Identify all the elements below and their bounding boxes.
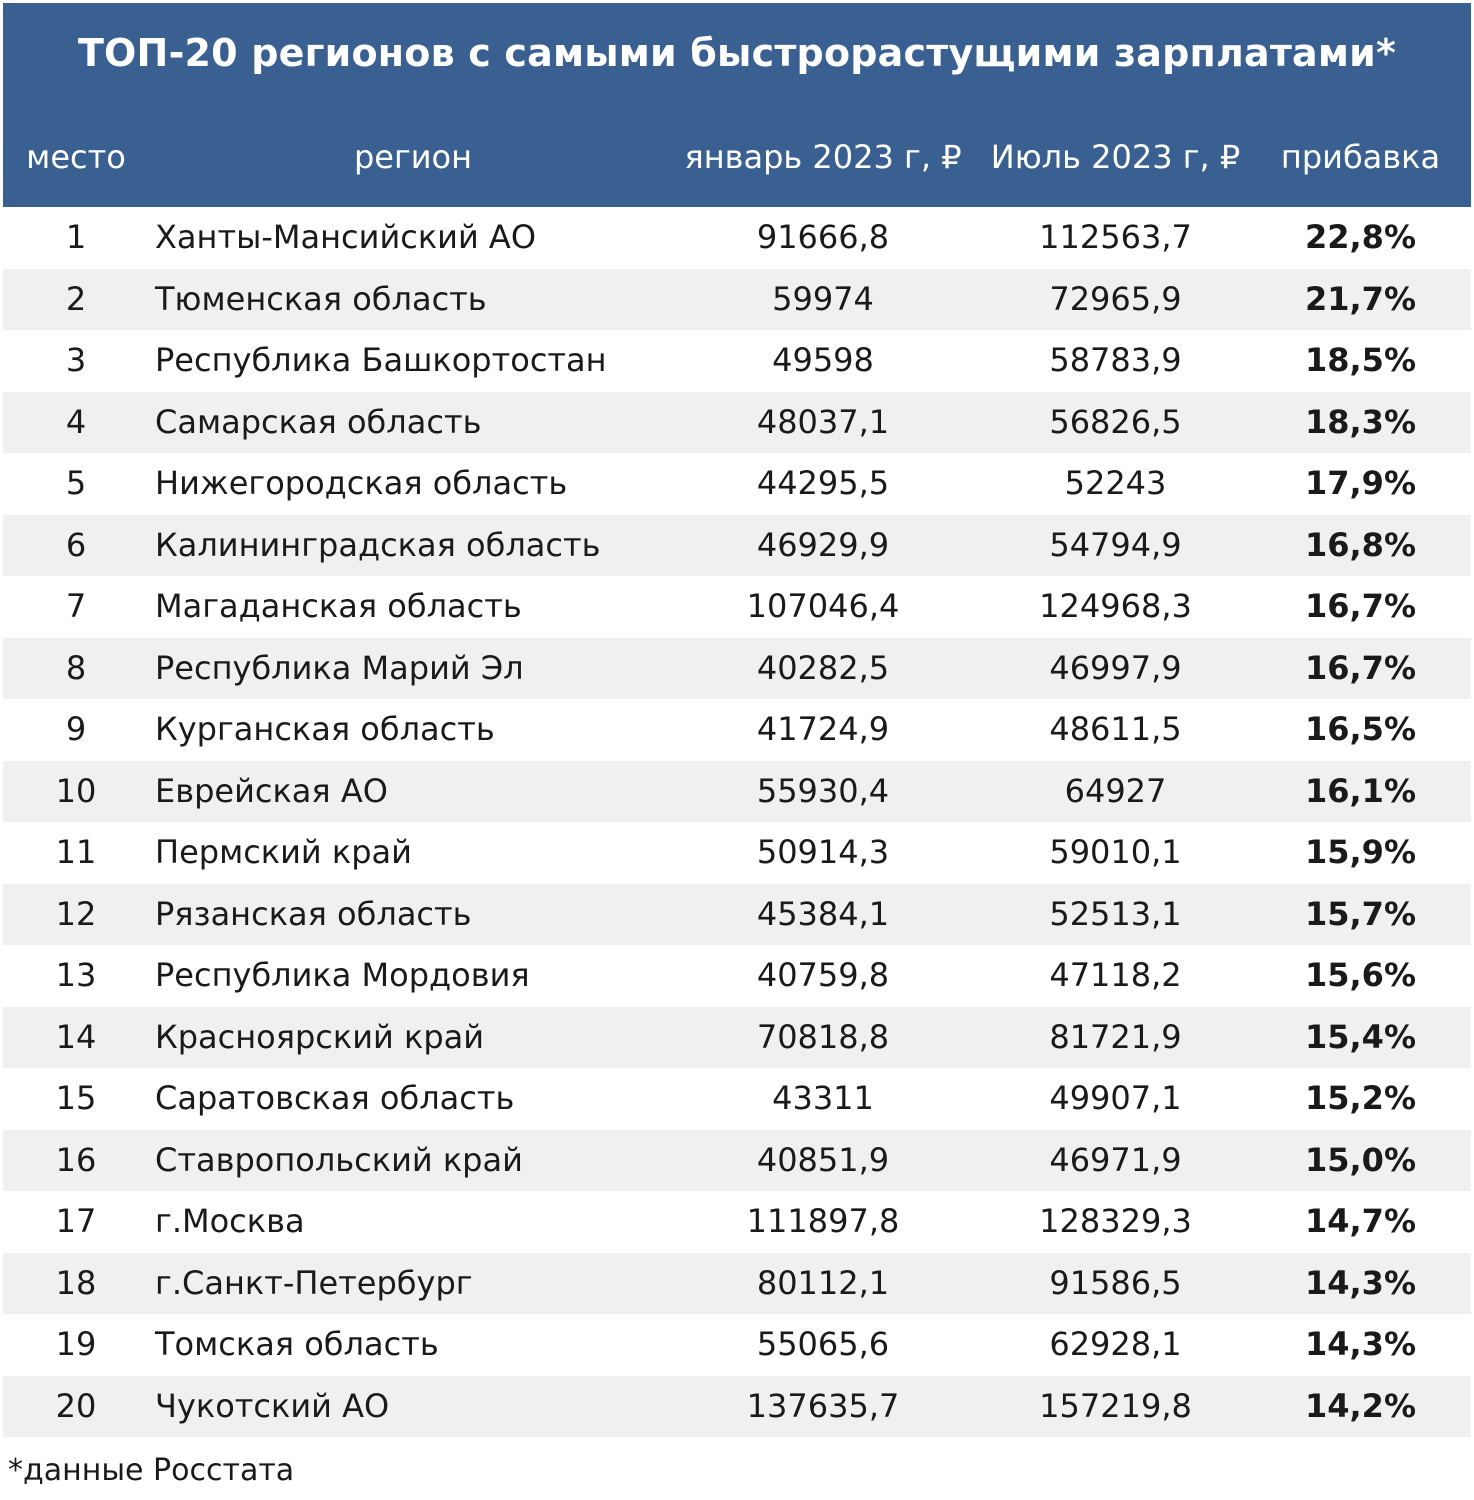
cell-region: Республика Марий Эл [155, 648, 524, 687]
cell-increase: 15,6% [1304, 956, 1416, 994]
cell-rank: 9 [65, 710, 87, 748]
cell-region: Магаданская область [155, 587, 522, 625]
cell-july: 62928,1 [1049, 1325, 1182, 1363]
cell-increase: 18,3% [1304, 402, 1416, 441]
cell-january: 55930,4 [756, 771, 890, 810]
cell-increase: 16,5% [1304, 710, 1416, 748]
footnote: *данные Росстата [8, 1453, 295, 1488]
column-header-increase: прибавка [1280, 138, 1441, 176]
cell-region: Калининградская область [155, 525, 601, 564]
cell-rank: 8 [65, 648, 87, 687]
cell-january: 40759,8 [756, 956, 890, 994]
salary-table [3, 3, 1471, 1437]
table-row [3, 1068, 1471, 1130]
cell-rank: 6 [65, 525, 87, 564]
cell-increase: 15,9% [1304, 833, 1416, 871]
table-title: ТОП-20 регионов с самыми быстрорастущими зарплатами* [77, 31, 1397, 75]
cell-january: 44295,5 [756, 464, 890, 502]
cell-july: 59010,1 [1049, 833, 1182, 871]
cell-july: 64927 [1064, 771, 1167, 810]
cell-january: 137635,7 [746, 1386, 900, 1425]
cell-region: Самарская область [155, 402, 482, 441]
cell-increase: 21,7% [1304, 279, 1416, 318]
cell-region: Рязанская область [155, 894, 472, 933]
cell-july: 52243 [1064, 464, 1167, 502]
cell-rank: 4 [65, 402, 87, 441]
cell-january: 107046,4 [746, 587, 900, 625]
cell-rank: 3 [65, 341, 87, 379]
cell-rank: 1 [65, 218, 87, 256]
cell-rank: 12 [55, 894, 97, 933]
column-header-region: регион [353, 138, 473, 176]
table-row [3, 761, 1471, 823]
table-row [3, 207, 1471, 269]
cell-rank: 13 [55, 956, 97, 994]
cell-rank: 17 [55, 1202, 97, 1240]
cell-july: 157219,8 [1039, 1386, 1192, 1425]
cell-january: 70818,8 [756, 1017, 890, 1056]
cell-region: Ханты-Мансийский АО [155, 218, 536, 256]
cell-july: 124968,3 [1039, 587, 1192, 625]
table-row [3, 1191, 1471, 1253]
cell-increase: 22,8% [1304, 218, 1416, 256]
cell-increase: 16,7% [1304, 587, 1416, 625]
cell-january: 55065,6 [756, 1325, 890, 1363]
cell-rank: 20 [55, 1386, 97, 1425]
column-header-july: Июль 2023 г, ₽ [990, 138, 1241, 176]
cell-rank: 18 [55, 1263, 97, 1302]
cell-january: 91666,8 [756, 218, 890, 256]
cell-rank: 7 [65, 587, 87, 625]
cell-rank: 11 [55, 833, 97, 871]
cell-rank: 10 [55, 771, 97, 810]
table-body [3, 207, 1471, 1437]
cell-region: г.Санкт-Петербург [155, 1263, 473, 1302]
column-header-january: январь 2023 г, ₽ [684, 138, 962, 176]
cell-july: 49907,1 [1049, 1079, 1182, 1117]
cell-july: 47118,2 [1049, 956, 1182, 994]
table-row [3, 638, 1471, 700]
cell-increase: 15,0% [1304, 1140, 1416, 1179]
table-row [3, 515, 1471, 577]
cell-increase: 15,2% [1304, 1079, 1416, 1117]
cell-increase: 16,7% [1304, 648, 1416, 687]
cell-rank: 16 [55, 1140, 97, 1179]
cell-july: 56826,5 [1049, 402, 1182, 441]
cell-region: г.Москва [155, 1202, 305, 1240]
cell-region: Пермский край [155, 833, 412, 871]
cell-july: 48611,5 [1049, 710, 1182, 748]
table-row [3, 1314, 1471, 1376]
column-headers [3, 131, 1471, 183]
cell-region: Тюменская область [155, 279, 487, 318]
cell-increase: 15,4% [1304, 1017, 1416, 1056]
cell-july: 72965,9 [1049, 279, 1182, 318]
cell-january: 45384,1 [756, 894, 890, 933]
table-row [3, 392, 1471, 454]
cell-january: 48037,1 [756, 402, 890, 441]
column-header-rank: место [26, 138, 126, 176]
cell-region: Нижегородская область [155, 464, 568, 502]
cell-increase: 14,7% [1304, 1202, 1416, 1240]
cell-increase: 18,5% [1304, 341, 1416, 379]
cell-january: 43311 [772, 1079, 874, 1117]
cell-increase: 14,2% [1304, 1386, 1416, 1425]
cell-rank: 5 [65, 464, 87, 502]
cell-july: 46971,9 [1049, 1140, 1182, 1179]
cell-increase: 16,8% [1304, 525, 1416, 564]
table-row [3, 699, 1471, 761]
table-header [3, 3, 1471, 207]
cell-region: Ставропольский край [155, 1140, 523, 1179]
cell-july: 81721,9 [1049, 1017, 1182, 1056]
table-row [3, 453, 1471, 515]
cell-july: 52513,1 [1049, 894, 1182, 933]
cell-region: Еврейская АО [155, 771, 388, 810]
cell-increase: 15,7% [1304, 894, 1416, 933]
table-row [3, 1253, 1471, 1315]
cell-january: 111897,8 [746, 1202, 900, 1240]
cell-july: 58783,9 [1049, 341, 1182, 379]
table-row [3, 330, 1471, 392]
cell-region: Республика Мордовия [155, 956, 530, 994]
table-row [3, 884, 1471, 946]
table-row [3, 1376, 1471, 1438]
cell-january: 41724,9 [756, 710, 890, 748]
cell-january: 40282,5 [756, 648, 890, 687]
cell-july: 46997,9 [1049, 648, 1182, 687]
table-row [3, 822, 1471, 884]
cell-region: Чукотский АО [155, 1386, 390, 1425]
cell-region: Саратовская область [155, 1079, 515, 1117]
cell-region: Красноярский край [155, 1017, 485, 1056]
cell-july: 91586,5 [1049, 1263, 1182, 1302]
cell-region: Томская область [155, 1325, 439, 1363]
cell-rank: 2 [65, 279, 87, 318]
cell-rank: 15 [55, 1079, 97, 1117]
cell-rank: 14 [55, 1017, 97, 1056]
cell-rank: 19 [55, 1325, 97, 1363]
table-row [3, 269, 1471, 331]
cell-increase: 17,9% [1304, 464, 1416, 502]
table-row [3, 1007, 1471, 1069]
cell-region: Республика Башкортостан [155, 341, 607, 379]
cell-january: 40851,9 [756, 1140, 890, 1179]
table-row [3, 1130, 1471, 1192]
cell-january: 80112,1 [756, 1263, 890, 1302]
cell-january: 50914,3 [756, 833, 890, 871]
cell-region: Курганская область [155, 710, 495, 748]
table-row [3, 945, 1471, 1007]
cell-increase: 14,3% [1304, 1263, 1416, 1302]
table-row [3, 576, 1471, 638]
cell-january: 59974 [772, 279, 874, 318]
cell-increase: 16,1% [1304, 771, 1416, 810]
cell-july: 112563,7 [1039, 218, 1192, 256]
cell-january: 49598 [772, 341, 874, 379]
cell-july: 54794,9 [1049, 525, 1182, 564]
cell-july: 128329,3 [1039, 1202, 1192, 1240]
cell-january: 46929,9 [756, 525, 890, 564]
cell-increase: 14,3% [1304, 1325, 1416, 1363]
